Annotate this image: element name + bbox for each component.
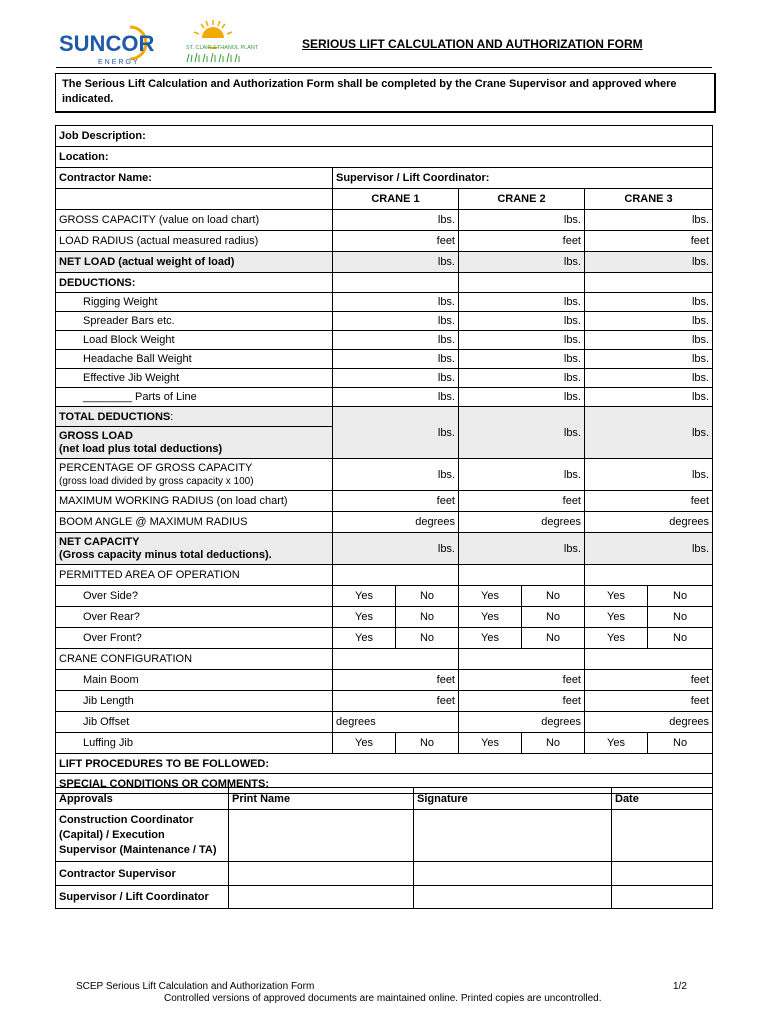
crane-2-value[interactable]: lbs.	[459, 293, 585, 312]
footer-control-note: Controlled versions of approved documents are maintained online. Printed copies are uncontrolled.	[164, 993, 602, 1004]
crane-3-value[interactable]: lbs.	[585, 388, 713, 407]
row-label: Load Block Weight	[56, 331, 333, 350]
crane-3-value[interactable]: feet	[585, 231, 713, 252]
main-boom-row	[56, 670, 713, 691]
crane-1-value[interactable]: feet	[333, 491, 459, 512]
approver-role: Supervisor / Lift Coordinator	[56, 886, 229, 909]
special-conditions-field[interactable]: SPECIAL CONDITIONS OR COMMENTS:	[56, 774, 713, 794]
crane-3-header: CRANE 3	[585, 189, 713, 210]
crane-header-row	[56, 189, 713, 210]
row-label: Main Boom	[56, 670, 333, 691]
deductions-row	[56, 273, 713, 293]
crane-1-value[interactable]: lbs.	[333, 533, 459, 565]
row-label: Rigging Weight	[56, 293, 333, 312]
crane-2-value[interactable]: feet	[459, 231, 585, 252]
crane-1-value[interactable]: lbs.	[333, 252, 459, 273]
over-side-row	[56, 586, 713, 607]
jib-offset-row	[56, 712, 713, 733]
crane-1-value[interactable]: lbs.	[333, 350, 459, 369]
approvals-header: Approvals	[56, 788, 229, 810]
row-label: Over Rear?	[56, 607, 333, 628]
percentage-gross-capacity-row	[56, 459, 713, 491]
signature-field[interactable]	[414, 862, 612, 886]
crane-3-value[interactable]: feet	[585, 491, 713, 512]
crane-1-value[interactable]: feet	[333, 231, 459, 252]
approvals-table	[55, 787, 713, 909]
crane-2-value[interactable]: degrees	[459, 712, 585, 733]
crane-1-yes-option[interactable]: Yes	[333, 607, 396, 628]
crane-3-value[interactable]: feet	[585, 670, 713, 691]
supervisor-field[interactable]: Supervisor / Lift Coordinator:	[333, 168, 713, 189]
crane-3-no-option[interactable]: No	[648, 607, 713, 628]
contractor-row	[56, 168, 713, 189]
crane-3-yes-option[interactable]: Yes	[585, 607, 648, 628]
row-label: Effective Jib Weight	[56, 369, 333, 388]
crane-1-value[interactable]: lbs.	[333, 407, 459, 459]
approval-row	[56, 810, 713, 862]
effective-jib-row	[56, 369, 713, 388]
spreader-bars-row	[56, 312, 713, 331]
gross-capacity-row	[56, 210, 713, 231]
print-name-field[interactable]	[229, 886, 414, 909]
approver-role: Contractor Supervisor	[56, 862, 229, 886]
row-label: Over Front?	[56, 628, 333, 649]
signature-header: Signature	[414, 788, 612, 810]
lift-procedures-row	[56, 754, 713, 774]
approval-row	[56, 886, 713, 909]
crane-3-yes-option[interactable]: Yes	[585, 586, 648, 607]
crane-2-no-option[interactable]: No	[522, 586, 585, 607]
crane-1-yes-option[interactable]: Yes	[333, 628, 396, 649]
total-deductions-row	[56, 407, 713, 427]
crane-1-value[interactable]: degrees	[333, 712, 459, 733]
approval-row	[56, 862, 713, 886]
crane-3-value[interactable]: lbs.	[585, 293, 713, 312]
over-rear-row	[56, 607, 713, 628]
row-label: BOOM ANGLE @ MAXIMUM RADIUS	[56, 512, 333, 533]
crane-2-yes-option[interactable]: Yes	[459, 607, 522, 628]
contractor-name-field[interactable]: Contractor Name:	[56, 168, 333, 189]
date-field[interactable]	[612, 810, 713, 862]
crane-1-yes-option[interactable]: Yes	[333, 586, 396, 607]
crane-2-value[interactable]: lbs.	[459, 331, 585, 350]
row-label: Headache Ball Weight	[56, 350, 333, 369]
crane-2-value[interactable]: feet	[459, 691, 585, 712]
form-title: SERIOUS LIFT CALCULATION AND AUTHORIZATION FORM	[302, 37, 643, 51]
row-label: NET LOAD (actual weight of load)	[56, 252, 333, 273]
header-divider	[56, 67, 712, 68]
over-front-row	[56, 628, 713, 649]
crane-2-yes-option[interactable]: Yes	[459, 628, 522, 649]
row-label: PERCENTAGE OF GROSS CAPACITY (gross load divided by gross capacity x 100)	[56, 459, 333, 491]
crane-3-value[interactable]: lbs.	[585, 312, 713, 331]
row-label: ________ Parts of Line	[56, 388, 333, 407]
lift-calculation-table	[55, 125, 713, 794]
crane-3-value[interactable]: degrees	[585, 512, 713, 533]
crane-2-value[interactable]: lbs.	[459, 388, 585, 407]
crane-2-no-option[interactable]: No	[522, 733, 585, 754]
crane-1-no-option[interactable]: No	[396, 607, 459, 628]
crane-3-value[interactable]: degrees	[585, 712, 713, 733]
approvals-header-row	[56, 788, 713, 810]
crane-2-value[interactable]: degrees	[459, 512, 585, 533]
plant-name-text: ST. CLAIR ETHANOL PLANT	[186, 45, 259, 51]
load-block-row	[56, 331, 713, 350]
crane-3-value[interactable]: feet	[585, 691, 713, 712]
crane-1-value[interactable]: lbs.	[333, 210, 459, 231]
crane-3-value[interactable]: lbs.	[585, 533, 713, 565]
crane-2-value[interactable]: feet	[459, 491, 585, 512]
parts-of-line-row	[56, 388, 713, 407]
max-working-radius-row	[56, 491, 713, 512]
crane-1-value[interactable]: feet	[333, 670, 459, 691]
row-label: Jib Offset	[56, 712, 333, 733]
net-load-row	[56, 252, 713, 273]
crane-2-yes-option[interactable]: Yes	[459, 733, 522, 754]
crane-2-no-option[interactable]: No	[522, 628, 585, 649]
crane-1-value[interactable]: lbs.	[333, 459, 459, 491]
row-label: Over Side?	[56, 586, 333, 607]
crane-1-value[interactable]: lbs.	[333, 293, 459, 312]
row-label: DEDUCTIONS:	[56, 273, 333, 293]
row-label: CRANE CONFIGURATION	[56, 649, 333, 670]
crane-1-value[interactable]: feet	[333, 691, 459, 712]
date-field[interactable]	[612, 886, 713, 909]
crane-2-yes-option[interactable]: Yes	[459, 586, 522, 607]
crane-3-value[interactable]: lbs.	[585, 369, 713, 388]
approver-role: Construction Coordinator (Capital) / Execution Supervisor (Maintenance / TA)	[56, 810, 229, 862]
intro-box: The Serious Lift Calculation and Authorization Form shall be completed by the Crane Supervisor and approved where indicated.	[55, 73, 716, 113]
crane-3-value[interactable]: lbs.	[585, 350, 713, 369]
row-label: Spreader Bars etc.	[56, 312, 333, 331]
row-label: MAXIMUM WORKING RADIUS (on load chart)	[56, 491, 333, 512]
suncor-logo	[56, 18, 259, 68]
footer-page-number: 1/2	[673, 981, 687, 992]
headache-ball-row	[56, 350, 713, 369]
crane-1-value[interactable]: lbs.	[333, 331, 459, 350]
permitted-area-row	[56, 565, 713, 586]
signature-field[interactable]	[414, 810, 612, 862]
crane-1-value[interactable]: degrees	[333, 512, 459, 533]
crane-1-no-option[interactable]: No	[396, 586, 459, 607]
crane-1-header: CRANE 1	[333, 189, 459, 210]
crane-2-value[interactable]: lbs.	[459, 459, 585, 491]
boom-angle-row	[56, 512, 713, 533]
job-description-field[interactable]: Job Description:	[56, 126, 713, 147]
footer-form-name: SCEP Serious Lift Calculation and Authorization Form	[76, 981, 315, 992]
print-name-field[interactable]	[229, 810, 414, 862]
location-row	[56, 147, 713, 168]
row-label: Luffing Jib	[56, 733, 333, 754]
brand-sub-text: ENERGY	[98, 59, 140, 66]
row-label: GROSS CAPACITY (value on load chart)	[56, 210, 333, 231]
net-capacity-row	[56, 533, 713, 565]
job-description-row	[56, 126, 713, 147]
crane-1-value[interactable]: lbs.	[333, 388, 459, 407]
crane-2-value[interactable]: lbs.	[459, 252, 585, 273]
row-label: PERMITTED AREA OF OPERATION	[56, 565, 333, 586]
jib-length-row	[56, 691, 713, 712]
crane-3-value[interactable]: lbs.	[585, 407, 713, 459]
location-field[interactable]: Location:	[56, 147, 713, 168]
date-field[interactable]	[612, 862, 713, 886]
crane-2-value[interactable]: lbs.	[459, 312, 585, 331]
crane-2-value[interactable]: lbs.	[459, 369, 585, 388]
crane-1-value[interactable]: lbs.	[333, 312, 459, 331]
load-radius-row	[56, 231, 713, 252]
row-label: NET CAPACITY (Gross capacity minus total deductions).	[56, 533, 333, 565]
crane-2-header: CRANE 2	[459, 189, 585, 210]
crane-2-value[interactable]: lbs.	[459, 533, 585, 565]
print-name-field[interactable]	[229, 862, 414, 886]
crane-3-value[interactable]: lbs.	[585, 252, 713, 273]
crane-3-yes-option[interactable]: Yes	[585, 628, 648, 649]
crane-1-no-option[interactable]: No	[396, 628, 459, 649]
crane-3-no-option[interactable]: No	[648, 628, 713, 649]
crane-2-no-option[interactable]: No	[522, 607, 585, 628]
crane-3-no-option[interactable]: No	[648, 733, 713, 754]
crane-3-yes-option[interactable]: Yes	[585, 733, 648, 754]
crane-2-value[interactable]: lbs.	[459, 210, 585, 231]
row-label: GROSS LOAD (net load plus total deductions)	[56, 427, 333, 459]
crane-3-no-option[interactable]: No	[648, 586, 713, 607]
crane-1-yes-option[interactable]: Yes	[333, 733, 396, 754]
signature-field[interactable]	[414, 886, 612, 909]
crane-2-value[interactable]: lbs.	[459, 350, 585, 369]
row-label: TOTAL DEDUCTIONS:	[56, 407, 333, 427]
lift-procedures-field[interactable]: LIFT PROCEDURES TO BE FOLLOWED:	[56, 754, 713, 774]
crane-configuration-row	[56, 649, 713, 670]
row-label: Jib Length	[56, 691, 333, 712]
rigging-weight-row	[56, 293, 713, 312]
crane-3-value[interactable]: lbs.	[585, 210, 713, 231]
print-name-header: Print Name	[229, 788, 414, 810]
crane-3-value[interactable]: lbs.	[585, 331, 713, 350]
crane-2-value[interactable]: lbs.	[459, 407, 585, 459]
row-label: LOAD RADIUS (actual measured radius)	[56, 231, 333, 252]
crane-2-value[interactable]: feet	[459, 670, 585, 691]
crane-1-value[interactable]: lbs.	[333, 369, 459, 388]
date-header: Date	[612, 788, 713, 810]
brand-name-text: SUNCOR	[59, 31, 155, 56]
crane-1-no-option[interactable]: No	[396, 733, 459, 754]
crane-3-value[interactable]: lbs.	[585, 459, 713, 491]
luffing-jib-row	[56, 733, 713, 754]
grass-icon	[187, 53, 239, 62]
